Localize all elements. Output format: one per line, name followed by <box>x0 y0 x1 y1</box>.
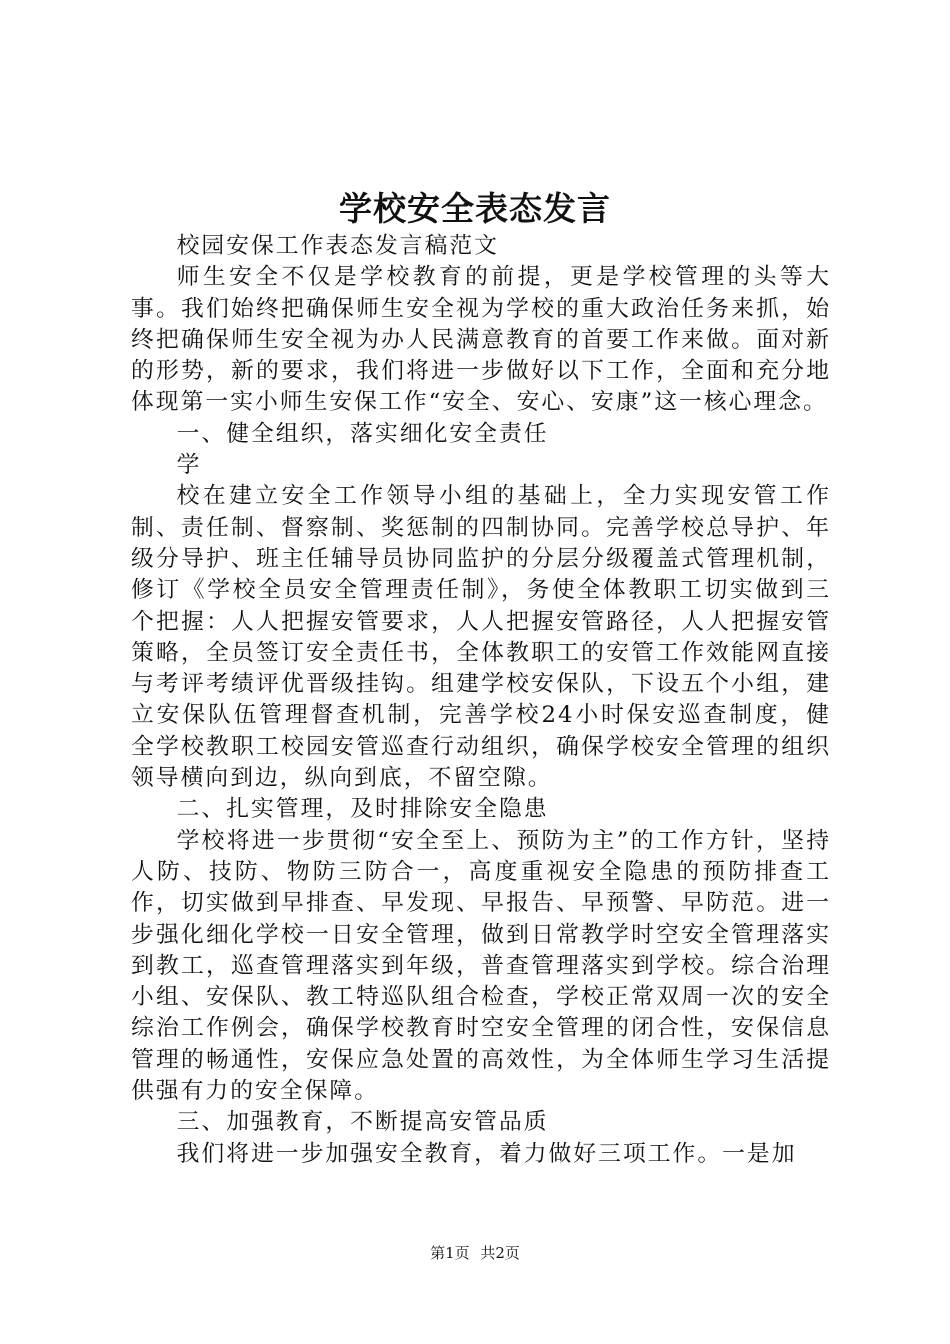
section-2-paragraph: 学校将进一步贯彻“安全至上、预防为主”的工作方针，坚持人防、技防、物防三防合一，高度重视安全隐患的预防排查工作，切实做到早排查、早发现、早报告、早预警、早防范。进一步强化细化学校一日安全管理，做到日常教学时空安全管理落实到教工，巡查管理落实到年级，普查管理落实到学校。综合治理小组、安保队、教工特巡队组合检查，学校正常双周一次的安全综治工作例会，确保学校教育时空安全管理的闭合性，安保信息管理的畅通性，安保应急处置的高效性，为全体师生学习生活提供强有力的安全保障。 <box>131 827 831 1105</box>
section-heading-2: 二、扎实管理，及时排除安全隐患 <box>176 796 549 823</box>
section-1-paragraph: 校在建立安全工作领导小组的基础上，全力实现安管工作制、责任制、督察制、奖惩制的四制协同。完善学校总导护、年级分导护、班主任辅导员协同监护的分层分级覆盖式管理机制，修订《学校全员安全管理责任制》，务使全体教职工切实做到三个把握：人人把握安管要求，人人把握安管路径，人人把握安管策略，全员签订安全责任书，全体教职工的安管工作效能网直接与考评考绩评优晋级挂钩。组建学校安保队，下设五个小组，建立安保队伍管理督查机制，完善学校24小时保安巡查制度，健全学校教职工校园安管巡查行动组织，确保学校安全管理的组织领导横向到边，纵向到底，不留空隙。 <box>131 483 831 792</box>
fragment-paragraph: 学 <box>176 452 202 479</box>
document-body <box>131 231 831 1170</box>
subtitle-paragraph: 校园安保工作表态发言稿范文 <box>176 233 499 259</box>
section-heading-1: 一、健全组织，落实细化安全责任 <box>176 420 549 447</box>
document-title: 学校安全表态发言 <box>339 189 611 228</box>
section-3-paragraph: 我们将进一步加强安全教育，着力做好三项工作。一是加 <box>176 1140 797 1167</box>
section-heading-3: 三、加强教育，不断提高安管品质 <box>176 1109 549 1136</box>
page-footer: 第1页 共2页 <box>430 1244 520 1262</box>
intro-paragraph: 师生安全不仅是学校教育的前提，更是学校管理的头等大事。我们始终把确保师生安全视为学校的重大政治任务来抓，始终把确保师生安全视为办人民满意教育的首要工作来做。面对新的形势，新的要求，我们将进一步做好以下工作，全面和充分地体现第一实小师生安保工作“安全、安心、安康”这一核心理念。 <box>131 264 831 416</box>
